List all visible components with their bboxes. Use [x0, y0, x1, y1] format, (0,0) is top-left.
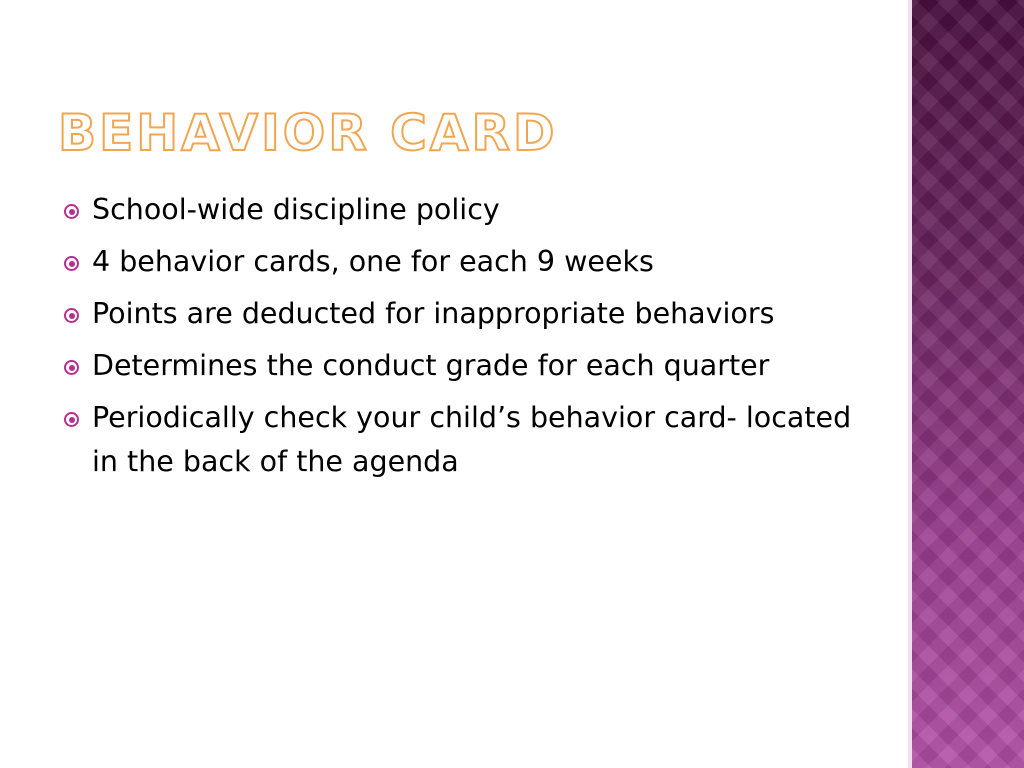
circle-bullet-icon [64, 308, 79, 323]
bullet-text: 4 behavior cards, one for each 9 weeks [92, 245, 654, 278]
bullet-item [62, 240, 862, 284]
bullet-text: Determines the conduct grade for each quarter [92, 349, 770, 382]
bullet-text: Periodically check your child’s behavior card- located in the back of the agenda [92, 401, 852, 478]
bullet-list [62, 188, 862, 492]
circle-bullet-icon [64, 360, 79, 375]
circle-bullet-icon [64, 204, 79, 219]
bullet-item [62, 344, 862, 388]
circle-bullet-icon [64, 412, 79, 427]
bullet-text: School-wide discipline policy [92, 193, 500, 226]
circle-bullet-icon [64, 256, 79, 271]
bullet-item [62, 188, 862, 232]
bullet-text: Points are deducted for inappropriate behaviors [92, 297, 775, 330]
bullet-item [62, 292, 862, 336]
slide-title: BEHAVIOR CARD [58, 104, 558, 162]
bullet-item [62, 396, 862, 484]
decorative-side-band [912, 0, 1024, 768]
